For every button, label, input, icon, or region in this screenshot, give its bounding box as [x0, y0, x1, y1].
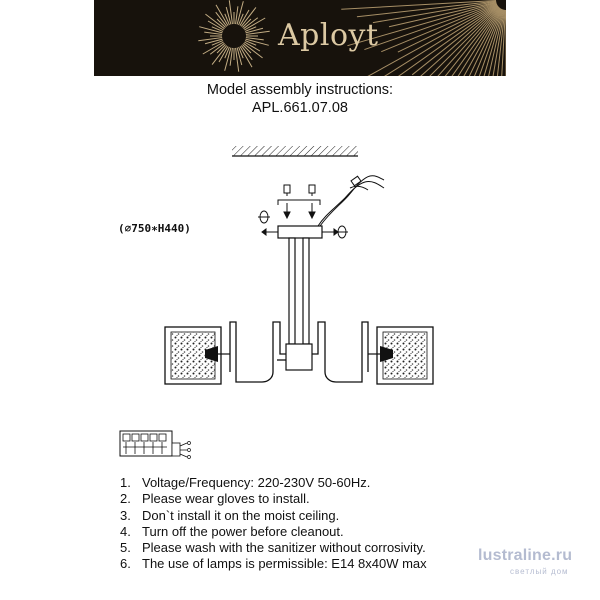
list-item: 2. Please wear gloves to install. [120, 491, 310, 507]
ceiling-hatch [232, 146, 358, 156]
brand-banner [94, 0, 506, 76]
list-item: 4. Turn off the power before cleanout. [120, 523, 344, 539]
mounting-screws-icon [278, 185, 320, 218]
dimensions-label: (⌀750∗H440) [118, 222, 191, 235]
watermark: lustraline.ru [478, 547, 573, 564]
canopy-and-stem [278, 226, 322, 370]
chandelier-diagram [0, 120, 600, 420]
lamp-shade-right [368, 327, 433, 384]
watermark-subtext: светлый дом [510, 567, 569, 576]
list-item: 6. The use of lamps is permissible: E14 8x40W max [120, 556, 427, 572]
lamp-shade-left [165, 327, 230, 384]
list-item: 3. Don`t install it on the moist ceiling. [120, 507, 340, 523]
wiring-terminal-icon [115, 428, 195, 462]
instructions-list [120, 475, 427, 573]
list-item: 1. Voltage/Frequency: 220-230V 50-60Hz. [120, 475, 371, 490]
model-number: APL.661.07.08 [252, 100, 348, 116]
document-title: Model assembly instructions: [206, 82, 394, 98]
list-item: 5. Please wash with the sanitizer without corrosivity. [120, 540, 426, 556]
brand-name: Aployt [278, 18, 379, 53]
supply-wires [318, 176, 384, 226]
